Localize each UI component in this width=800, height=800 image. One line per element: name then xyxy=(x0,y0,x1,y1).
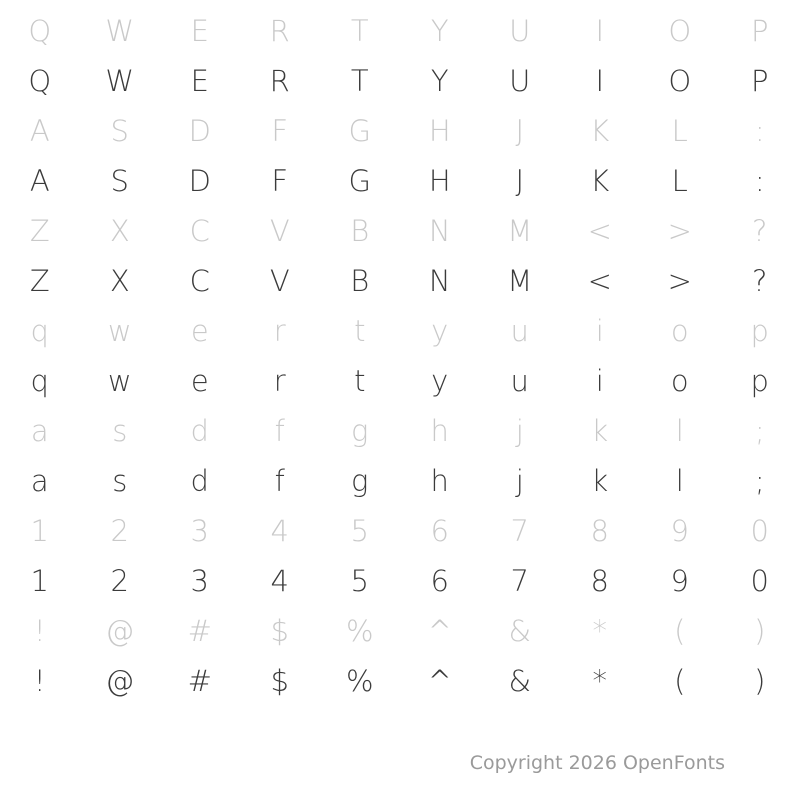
glyph-cell: r xyxy=(273,313,287,348)
glyph-cell: L xyxy=(671,163,689,198)
glyph-cell: M xyxy=(507,263,533,298)
glyph-cell: g xyxy=(351,413,369,448)
glyph-cell: V xyxy=(269,263,291,298)
glyph-cell: ? xyxy=(752,263,768,298)
glyph-cell: S xyxy=(110,163,130,198)
glyph-cell: 9 xyxy=(670,563,690,598)
glyph-cell: s xyxy=(112,413,128,448)
glyph-cell: t xyxy=(354,313,366,348)
glyph-cell: o xyxy=(670,313,690,348)
glyph-row xyxy=(0,206,800,256)
glyph-cell: D xyxy=(188,113,212,148)
glyph-cell: B xyxy=(350,263,370,298)
glyph-cell: l xyxy=(675,413,685,448)
glyph-cell: T xyxy=(350,63,370,98)
glyph-cell: Y xyxy=(430,13,450,48)
glyph-cell: : xyxy=(754,163,766,198)
glyph-cell: 6 xyxy=(430,563,450,598)
glyph-cell: F xyxy=(271,163,289,198)
glyph-cell: C xyxy=(189,263,211,298)
glyph-cell: % xyxy=(345,663,375,698)
glyph-cell: Z xyxy=(29,263,51,298)
glyph-cell: K xyxy=(590,163,610,198)
glyph-cell: t xyxy=(354,363,366,398)
glyph-cell: @ xyxy=(105,613,135,648)
glyph-cell: I xyxy=(595,13,605,48)
glyph-row xyxy=(0,656,800,706)
glyph-row xyxy=(0,606,800,656)
glyph-cell: l xyxy=(675,463,685,498)
glyph-cell: Z xyxy=(29,213,51,248)
glyph-cell: M xyxy=(507,213,533,248)
glyph-cell: F xyxy=(271,113,289,148)
glyph-cell: P xyxy=(751,63,769,98)
glyph-cell: ^ xyxy=(427,663,453,698)
glyph-cell: f xyxy=(274,413,286,448)
glyph-cell: N xyxy=(428,213,452,248)
glyph-cell: Q xyxy=(28,13,52,48)
glyph-cell: 7 xyxy=(510,513,530,548)
glyph-cell: y xyxy=(431,363,449,398)
glyph-cell: P xyxy=(751,13,769,48)
glyph-cell: r xyxy=(273,363,287,398)
glyph-cell: T xyxy=(350,13,370,48)
glyph-cell: y xyxy=(431,313,449,348)
glyph-cell: < xyxy=(587,213,613,248)
glyph-row xyxy=(0,406,800,456)
glyph-cell: & xyxy=(508,613,532,648)
glyph-cell: i xyxy=(595,363,605,398)
glyph-cell: R xyxy=(269,63,291,98)
glyph-cell: > xyxy=(667,263,693,298)
glyph-row xyxy=(0,456,800,506)
glyph-cell: ? xyxy=(752,213,768,248)
glyph-cell: V xyxy=(269,213,291,248)
glyph-cell: q xyxy=(30,363,50,398)
glyph-cell: A xyxy=(29,163,51,198)
glyph-cell: g xyxy=(351,463,369,498)
glyph-cell: C xyxy=(189,213,211,248)
glyph-cell: 5 xyxy=(350,513,370,548)
glyph-cell: * xyxy=(592,663,608,698)
glyph-cell: G xyxy=(348,163,372,198)
glyph-cell: L xyxy=(671,113,689,148)
glyph-cell: 2 xyxy=(110,513,130,548)
glyph-cell: p xyxy=(750,363,770,398)
glyph-cell: i xyxy=(595,313,605,348)
glyph-row xyxy=(0,56,800,106)
glyph-cell: 5 xyxy=(350,563,370,598)
glyph-cell: N xyxy=(428,263,452,298)
glyph-cell: 7 xyxy=(510,563,530,598)
glyph-cell: ; xyxy=(754,413,766,448)
glyph-cell: h xyxy=(430,413,450,448)
glyph-cell: k xyxy=(591,463,609,498)
glyph-row xyxy=(0,306,800,356)
glyph-cell: s xyxy=(112,463,128,498)
glyph-cell: 6 xyxy=(430,513,450,548)
glyph-cell: 3 xyxy=(190,563,210,598)
glyph-cell: U xyxy=(509,13,531,48)
glyph-cell: # xyxy=(187,613,213,648)
glyph-cell: I xyxy=(595,63,605,98)
glyph-cell: S xyxy=(110,113,130,148)
glyph-cell: 1 xyxy=(30,563,50,598)
glyph-cell: 0 xyxy=(750,563,770,598)
glyph-cell: ) xyxy=(754,613,766,648)
glyph-cell: d xyxy=(190,463,210,498)
glyph-row xyxy=(0,506,800,556)
glyph-cell: e xyxy=(190,363,210,398)
glyph-cell: R xyxy=(269,13,291,48)
glyph-cell: E xyxy=(190,13,210,48)
glyph-cell: % xyxy=(345,613,375,648)
glyph-cell: X xyxy=(109,263,131,298)
glyph-cell: A xyxy=(29,113,51,148)
glyph-cell: 2 xyxy=(110,563,130,598)
glyph-cell: 9 xyxy=(670,513,690,548)
glyph-row xyxy=(0,6,800,56)
glyph-cell: $ xyxy=(270,613,290,648)
glyph-cell: o xyxy=(670,363,690,398)
glyph-cell: j xyxy=(515,463,525,498)
glyph-row xyxy=(0,556,800,606)
glyph-cell: ^ xyxy=(427,613,453,648)
glyph-cell: ( xyxy=(674,613,686,648)
glyph-cell: @ xyxy=(105,663,135,698)
glyph-cell: ! xyxy=(33,613,47,648)
glyph-cell: U xyxy=(509,63,531,98)
glyph-cell: 8 xyxy=(590,563,610,598)
glyph-cell: O xyxy=(668,13,692,48)
glyph-cell: $ xyxy=(270,663,290,698)
glyph-cell: & xyxy=(508,663,532,698)
glyph-cell: 4 xyxy=(270,513,290,548)
glyph-cell: W xyxy=(105,13,135,48)
glyph-cell: K xyxy=(590,113,610,148)
glyph-cell: : xyxy=(754,113,766,148)
glyph-cell: q xyxy=(30,313,50,348)
glyph-cell: ) xyxy=(754,663,766,698)
glyph-cell: w xyxy=(107,363,133,398)
glyph-cell: 0 xyxy=(750,513,770,548)
glyph-cell: J xyxy=(515,163,525,198)
glyph-cell: p xyxy=(750,313,770,348)
glyph-row xyxy=(0,106,800,156)
glyph-cell: * xyxy=(592,613,608,648)
glyph-cell: J xyxy=(515,113,525,148)
glyph-cell: u xyxy=(510,313,530,348)
glyph-cell: Y xyxy=(430,63,450,98)
glyph-cell: k xyxy=(591,413,609,448)
glyph-row xyxy=(0,256,800,306)
glyph-cell: 1 xyxy=(30,513,50,548)
glyph-cell: ; xyxy=(754,463,766,498)
glyph-cell: u xyxy=(510,363,530,398)
glyph-cell: X xyxy=(109,213,131,248)
glyph-cell: 8 xyxy=(590,513,610,548)
glyph-cell: a xyxy=(30,413,50,448)
glyph-cell: > xyxy=(667,213,693,248)
glyph-cell: E xyxy=(190,63,210,98)
glyph-cell: D xyxy=(188,163,212,198)
glyph-cell: W xyxy=(105,63,135,98)
glyph-cell: G xyxy=(348,113,372,148)
glyph-cell: h xyxy=(430,463,450,498)
glyph-cell: f xyxy=(274,463,286,498)
glyph-cell: H xyxy=(428,163,452,198)
glyph-cell: ! xyxy=(33,663,47,698)
glyph-cell: e xyxy=(190,313,210,348)
glyph-row xyxy=(0,356,800,406)
glyph-cell: w xyxy=(107,313,133,348)
glyph-cell: O xyxy=(668,63,692,98)
glyph-cell: B xyxy=(350,213,370,248)
glyph-cell: d xyxy=(190,413,210,448)
glyph-cell: ( xyxy=(674,663,686,698)
glyph-cell: 3 xyxy=(190,513,210,548)
glyph-cell: 4 xyxy=(270,563,290,598)
glyph-row xyxy=(0,156,800,206)
copyright-notice: Copyright 2026 OpenFonts xyxy=(469,752,725,774)
glyph-cell: Q xyxy=(28,63,52,98)
glyph-cell: H xyxy=(428,113,452,148)
glyph-cell: # xyxy=(187,663,213,698)
glyph-cell: < xyxy=(587,263,613,298)
glyph-cell: a xyxy=(30,463,50,498)
glyph-cell: j xyxy=(515,413,525,448)
